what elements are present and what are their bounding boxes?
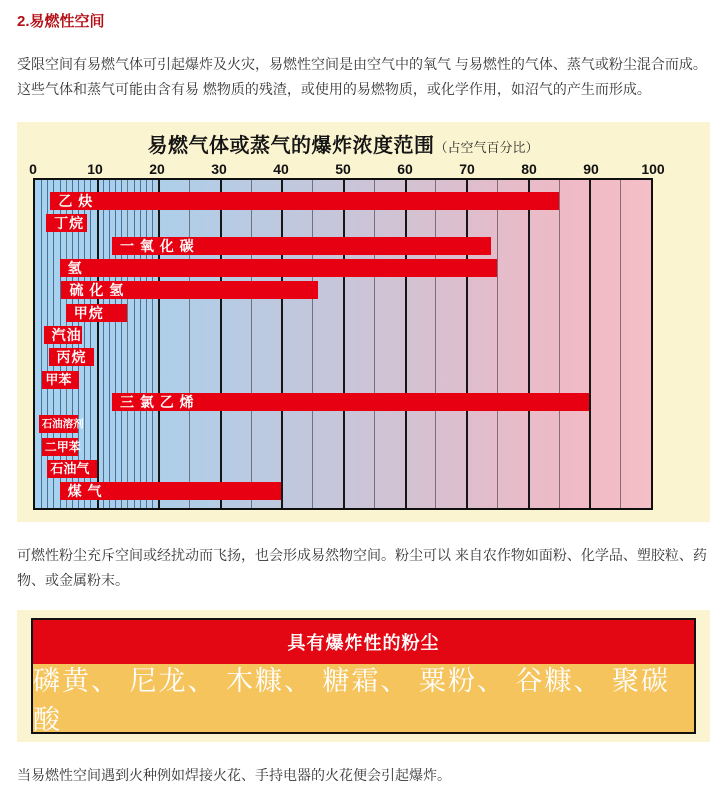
dust-items-text: 磷黄、 尼龙、 木糠、 糖霜、 粟粉、 谷糠、 聚碳酸 <box>33 665 671 732</box>
gas-bar-label: 硫 化 氢 <box>69 282 125 299</box>
gridline <box>589 180 591 508</box>
gas-bar-3 <box>112 237 491 255</box>
x-tick-label: 30 <box>211 160 227 177</box>
gridline <box>497 180 498 508</box>
gridline <box>146 180 147 508</box>
gas-bar-1 <box>50 192 558 210</box>
dust-box-body <box>33 664 694 732</box>
gas-bar-4 <box>60 259 497 277</box>
gridline <box>140 180 141 508</box>
explosive-range-chart <box>17 122 710 522</box>
gas-bar-8 <box>49 348 94 366</box>
explosive-dust-box-inner <box>31 618 696 734</box>
gridline <box>251 180 252 508</box>
x-tick-label: 60 <box>397 160 413 177</box>
gridline <box>466 180 468 508</box>
ignition-paragraph: 当易燃性空间遇到火种例如焊接火花、手持电器的火花便会引起爆炸。 <box>17 766 451 783</box>
x-axis-labels <box>29 160 665 178</box>
gridline <box>115 180 116 508</box>
gas-bar-13 <box>47 460 96 478</box>
gas-bar-label: 三 氯 乙 烯 <box>120 393 195 410</box>
gridline <box>158 180 160 508</box>
gridline <box>559 180 560 508</box>
gridline <box>435 180 436 508</box>
gridline <box>405 180 407 508</box>
chart-subtitle: （占空气百分比） <box>434 139 539 155</box>
gas-bar-9 <box>42 371 78 389</box>
chart-title-row <box>33 129 653 158</box>
chart-title: 易燃气体或蒸气的爆炸浓度范围 <box>147 134 435 157</box>
x-tick-label: 90 <box>583 160 599 177</box>
gas-bar-10 <box>112 393 589 411</box>
section-heading: 2.易燃性空间 <box>17 13 105 30</box>
gridline <box>134 180 135 508</box>
x-tick-label: 100 <box>641 160 665 177</box>
gas-bar-5 <box>61 281 318 299</box>
gas-bar-label: 煤 气 <box>67 483 103 500</box>
gridline <box>343 180 345 508</box>
x-tick-label: 50 <box>335 160 351 177</box>
gas-bar-11 <box>39 415 84 433</box>
explosive-dust-box <box>17 610 710 742</box>
gridline <box>127 180 128 508</box>
gas-bar-6 <box>66 304 128 322</box>
gas-bar-14 <box>60 482 282 500</box>
gridline <box>281 180 283 508</box>
gridline <box>103 180 104 508</box>
gridline <box>528 180 530 508</box>
gas-bar-label: 丙烷 <box>56 349 87 366</box>
gas-bar-label: 乙 炔 <box>58 192 94 209</box>
gas-bar-label: 氢 <box>67 259 83 276</box>
gas-bar-label: 石油气 <box>50 461 90 476</box>
gas-bar-label: 甲苯 <box>45 371 72 387</box>
x-tick-label: 80 <box>521 160 537 177</box>
gridline <box>220 180 222 508</box>
gridline <box>312 180 313 508</box>
gas-bar-label: 汽油 <box>51 326 82 343</box>
dust-box-title: 具有爆炸性的粉尘 <box>287 632 440 653</box>
gridline <box>97 180 99 508</box>
gas-bar-label: 二甲苯 <box>44 439 81 454</box>
gridline <box>109 180 110 508</box>
dust-paragraph: 可燃性粉尘充斥空间或经扰动而飞扬，也会形成易然物空间。粉尘可以 来自农作物如面粉、化学品、塑胶粒、药物、或金属粉末。 <box>17 546 707 588</box>
dust-box-header <box>33 620 694 664</box>
gas-bar-2 <box>46 214 87 232</box>
gas-bar-label: 丁烷 <box>54 215 85 232</box>
x-tick-label: 40 <box>273 160 289 177</box>
gridline <box>90 180 91 508</box>
gridline <box>41 180 42 508</box>
gridline <box>121 180 122 508</box>
gridline <box>152 180 153 508</box>
gas-bar-7 <box>44 326 82 344</box>
plot-area <box>33 178 653 510</box>
intro-paragraph: 受限空间有易燃气体可引起爆炸及火灾，易燃性空间是由空气中的氧气 与易燃性的气体、蒸气或粉尘混合而成。这些气体和蒸气可能由含有易 燃物质的残渣，或使用的易燃物质，或化学作用，如沼气的产生而形成。 <box>17 56 707 97</box>
x-tick-label: 0 <box>29 160 37 177</box>
gas-bar-12 <box>42 438 81 456</box>
x-tick-label: 10 <box>87 160 103 177</box>
gridline <box>620 180 621 508</box>
gas-bar-label: 甲烷 <box>73 304 104 321</box>
x-tick-label: 70 <box>459 160 475 177</box>
x-tick-label: 20 <box>149 160 165 177</box>
gas-bar-label: 一 氧 化 碳 <box>120 237 195 254</box>
gridline <box>189 180 190 508</box>
gridline <box>374 180 375 508</box>
gas-bar-label: 石油溶剂 <box>41 418 84 431</box>
